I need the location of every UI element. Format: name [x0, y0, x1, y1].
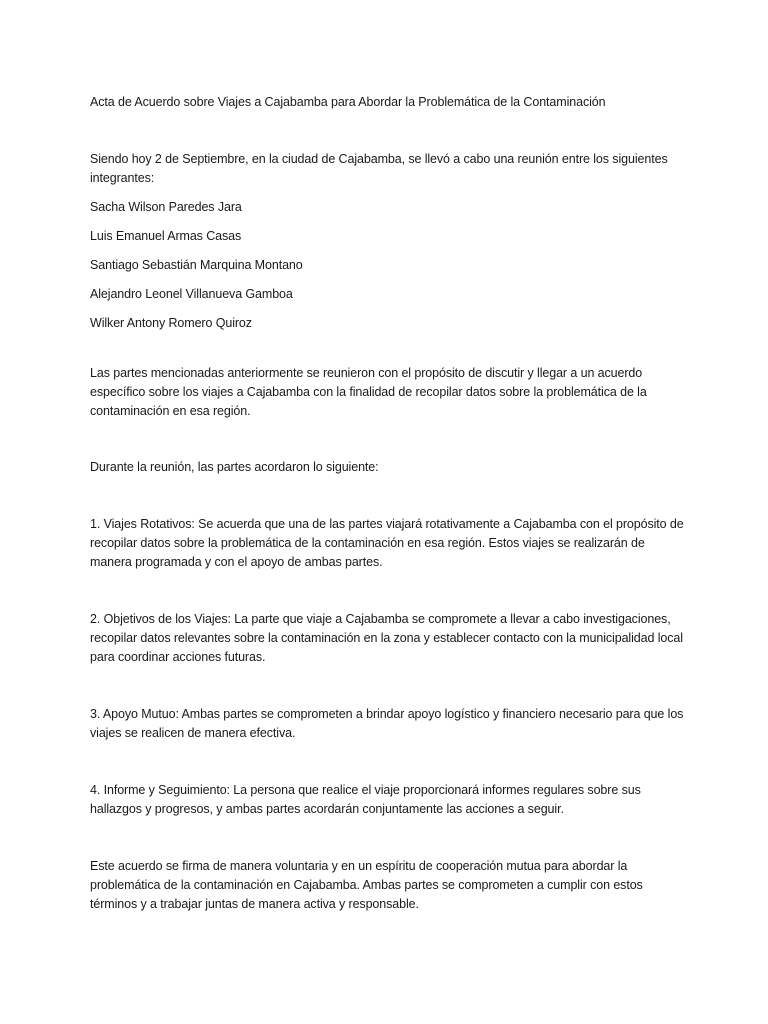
- agreement-item: 3. Apoyo Mutuo: Ambas partes se comprometen a brindar apoyo logístico y financiero necesario para que los viajes se realicen de manera efectiva.: [90, 707, 684, 740]
- agreement-item: 4. Informe y Seguimiento: La persona que realice el viaje proporcionará informes regulares sobre sus hallazgos y progresos, y ambas partes acordarán conjuntamente las acciones a seguir.: [90, 783, 641, 816]
- document-body: [90, 93, 690, 914]
- document-title: Acta de Acuerdo sobre Viajes a Cajabamba para Abordar la Problemática de la Contaminación: [90, 95, 606, 109]
- member-name: Alejandro Leonel Villanueva Gamboa: [90, 287, 293, 301]
- member-name: Sacha Wilson Paredes Jara: [90, 200, 242, 214]
- members-list: [90, 198, 690, 333]
- member-name: Santiago Sebastián Marquina Montano: [90, 258, 303, 272]
- agreements-intro: Durante la reunión, las partes acordaron lo siguiente:: [90, 460, 379, 474]
- agreement-item: 2. Objetivos de los Viajes: La parte que viaje a Cajabamba se compromete a llevar a cabo investigaciones, recopilar datos relevantes sobre la contaminación en la zona y establecer contacto con la municipalidad local para coordinar acciones futuras.: [90, 612, 683, 664]
- agreement-item: 1. Viajes Rotativos: Se acuerda que una de las partes viajará rotativamente a Cajabamba con el propósito de recopilar datos sobre la problemática de la contaminación en esa región. Estos viajes se realizarán de manera programada y con el apoyo de ambas partes.: [90, 517, 684, 569]
- closing-paragraph: Este acuerdo se firma de manera voluntaria y en un espíritu de cooperación mutua para abordar la problemática de la contaminación en Cajabamba. Ambas partes se comprometen a cumplir con estos términos y a trabajar juntas de manera activa y responsable.: [90, 859, 643, 911]
- purpose-paragraph: Las partes mencionadas anteriormente se reunieron con el propósito de discutir y llegar a un acuerdo específico sobre los viajes a Cajabamba con la finalidad de recopilar datos sobre la problemática de la contaminación en esa región.: [90, 366, 647, 418]
- intro-paragraph: Siendo hoy 2 de Septiembre, en la ciudad de Cajabamba, se llevó a cabo una reunión entre los siguientes integrantes:: [90, 152, 668, 185]
- member-name: Wilker Antony Romero Quiroz: [90, 316, 252, 330]
- member-name: Luis Emanuel Armas Casas: [90, 229, 242, 243]
